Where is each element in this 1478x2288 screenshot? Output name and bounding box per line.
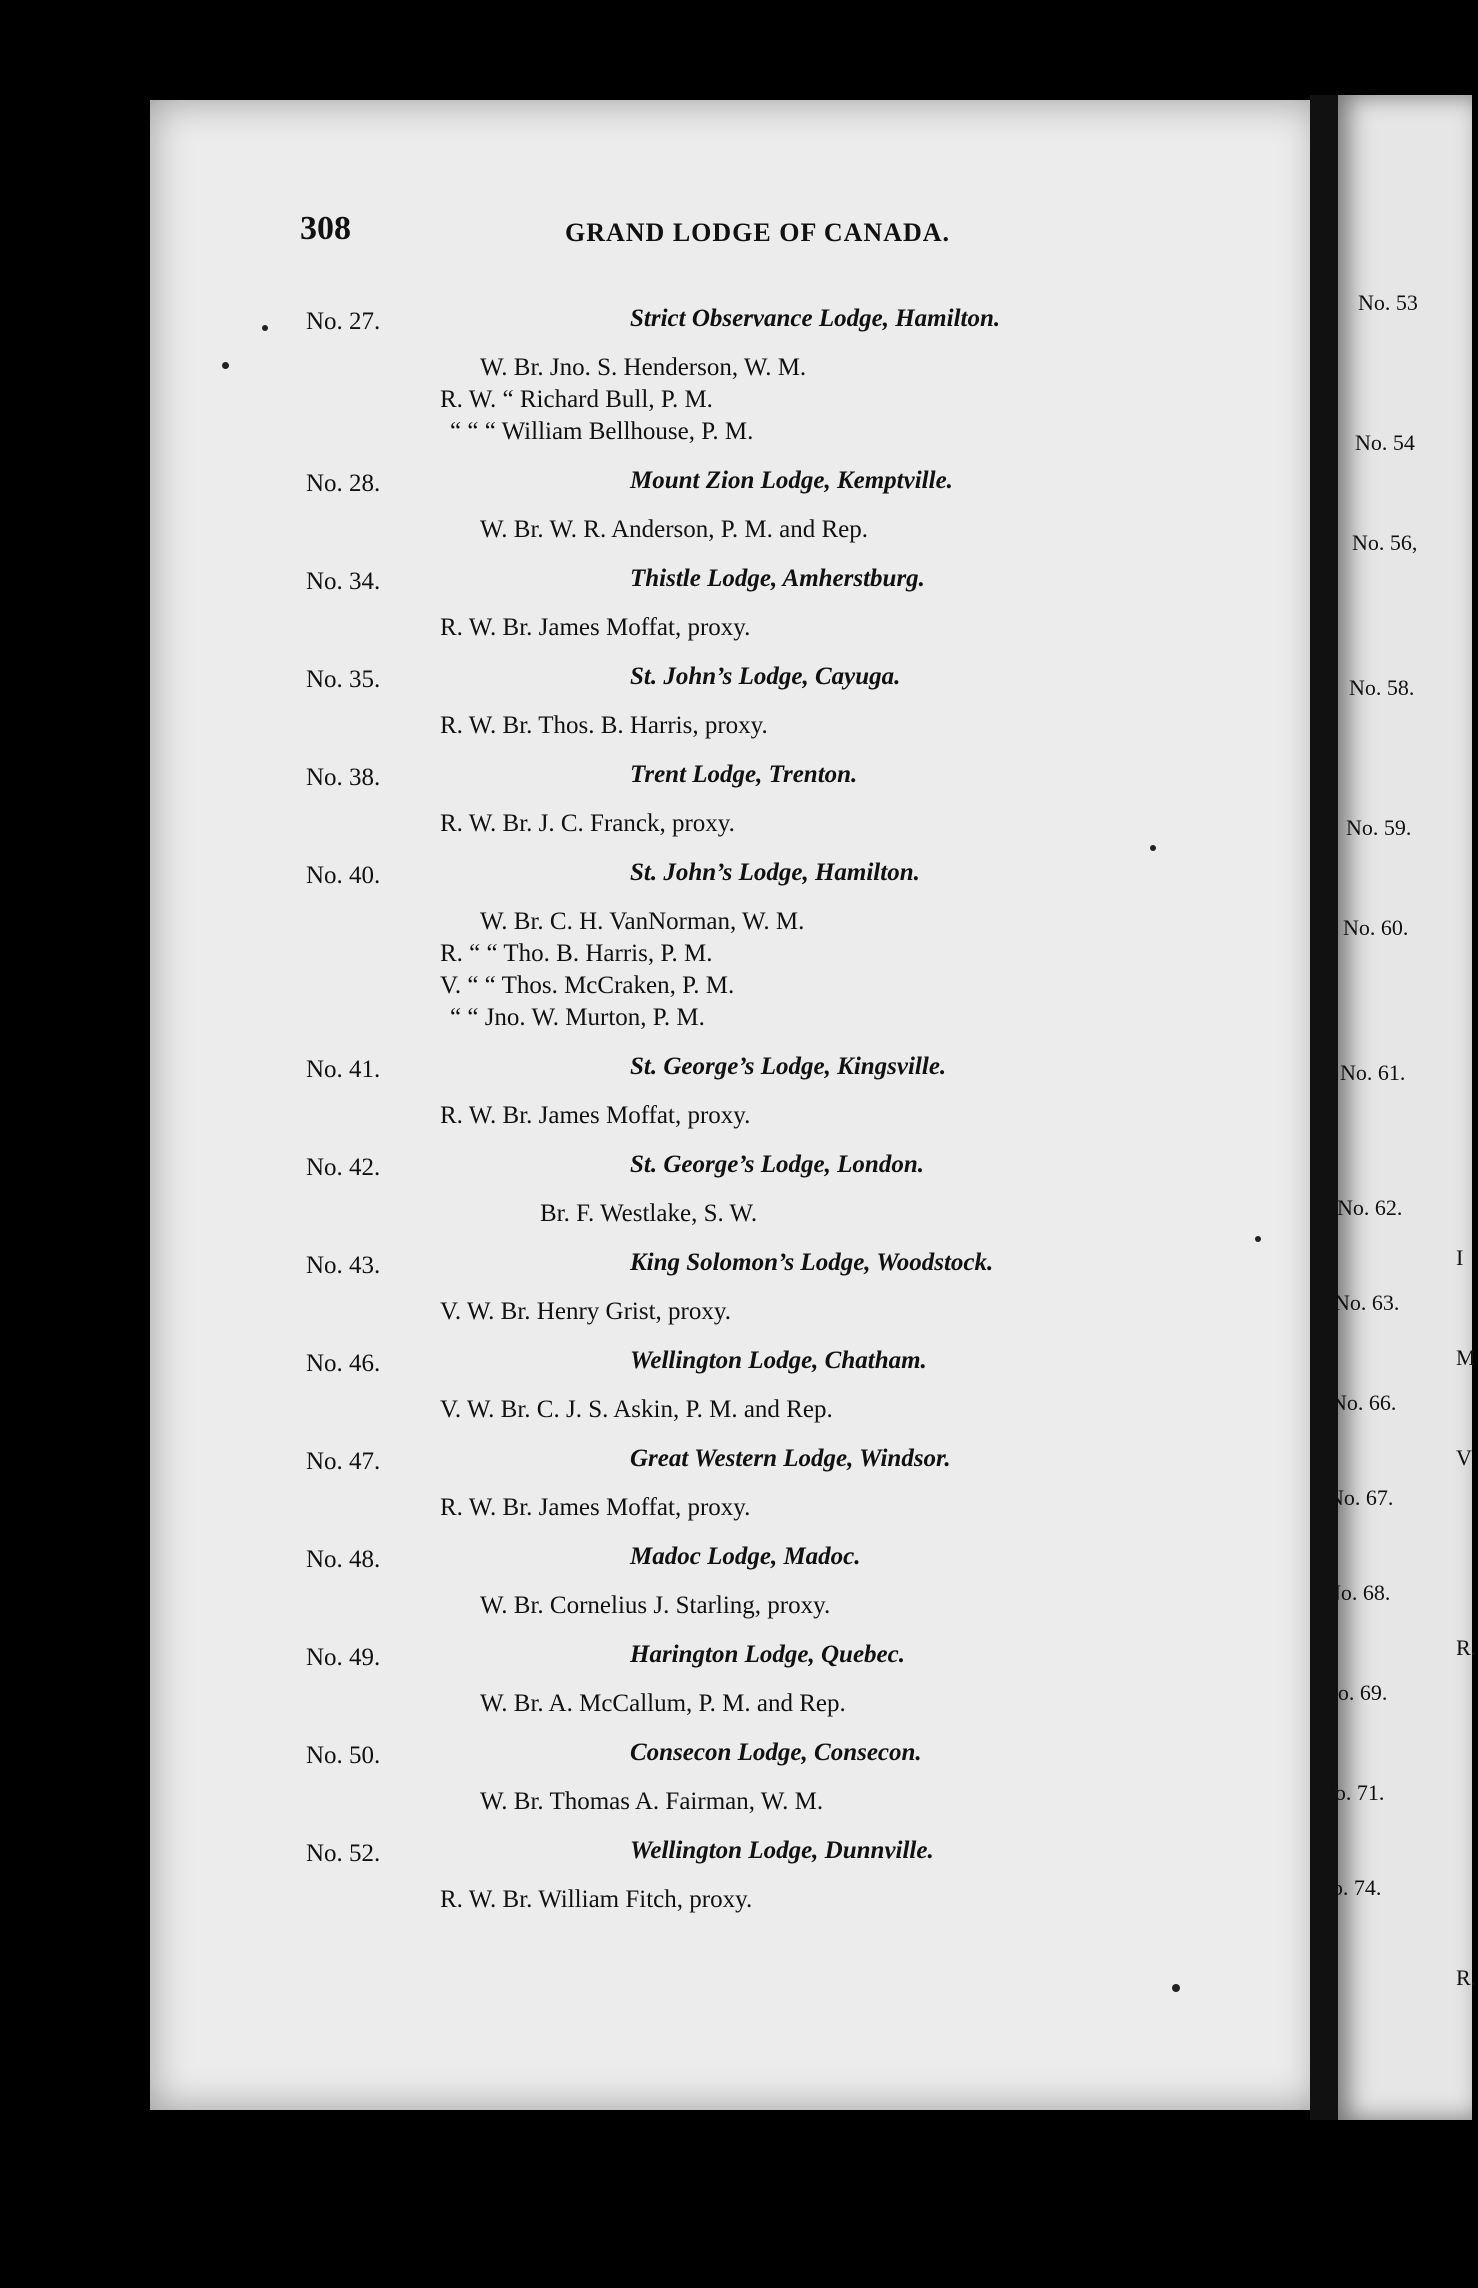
lodge-heading [300,560,1160,610]
representative-text: “ “ “ William Bellhouse, P. M. [450,418,754,445]
lodge-heading [300,462,1160,512]
page-number: 308 [300,210,351,247]
representative-text: W. Br. A. McCallum, P. M. and Rep. [480,1690,846,1717]
lodge-number: No. 35. [306,666,381,693]
lodge-number: No. 28. [306,470,381,497]
print-speck [1150,845,1156,851]
print-speck [1172,1984,1180,1992]
representative-text: V. W. Br. Henry Grist, proxy. [440,1298,731,1325]
representative-text: R. W. Br. William Fitch, proxy. [440,1886,753,1913]
lodge-name: Harington Lodge, Quebec. [630,1641,905,1668]
facing-page-lodge-number: No. 58. [1349,675,1415,700]
facing-page-lodge-number: No. 74. [1316,1875,1382,1900]
representative-text: R. W. Br. James Moffat, proxy. [440,1102,751,1129]
lodge-number: No. 49. [306,1644,381,1671]
lodge-name: Trent Lodge, Trenton. [630,761,858,788]
print-speck [1255,1236,1261,1242]
lodge-heading [300,1734,1160,1784]
representative-line [300,1294,1160,1342]
lodge-heading [300,1342,1160,1392]
facing-page-lodge-number: No. 59. [1346,815,1412,840]
facing-page-lodge-number: No. 68. [1325,1580,1391,1605]
representative-line [300,1588,1160,1636]
lodge-name: St. George’s Lodge, Kingsville. [630,1053,947,1080]
representative-text: W. Br. W. R. Anderson, P. M. and Rep. [480,516,869,543]
representative-line [300,1392,1160,1440]
page-header [300,210,1200,270]
representative-line [300,936,1160,968]
representative-line [300,1882,1160,1930]
representative-text: R. W. Br. Thos. B. Harris, proxy. [440,712,768,739]
representative-line [300,1000,1160,1048]
representative-line [300,414,1160,462]
representative-text: R. W. “ Richard Bull, P. M. [440,386,713,413]
representative-text: R. W. Br. J. C. Franck, proxy. [440,810,735,837]
lodge-number: No. 48. [306,1546,381,1573]
lodge-number: No. 41. [306,1056,381,1083]
lodge-heading [300,1048,1160,1098]
representative-line [300,610,1160,658]
lodge-number: No. 52. [306,1840,381,1867]
representative-text: R. W. Br. James Moffat, proxy. [440,614,751,641]
lodge-name: Strict Observance Lodge, Hamilton. [630,305,1001,332]
lodge-name: Mount Zion Lodge, Kemptville. [630,467,953,494]
representative-text: V. W. Br. C. J. S. Askin, P. M. and Rep. [440,1396,833,1423]
representative-line [300,708,1160,756]
facing-page-fragment: R. [1456,1635,1477,1660]
lodge-heading [300,1440,1160,1490]
running-head: GRAND LODGE OF CANADA. [565,218,951,247]
representative-line [300,1784,1160,1832]
lodge-number: No. 38. [306,764,381,791]
representative-text: W. Br. C. H. VanNorman, W. M. [480,908,805,935]
representative-line [300,1490,1160,1538]
lodge-number: No. 42. [306,1154,381,1181]
facing-page-lodge-number: No. 60. [1343,915,1409,940]
lodge-name: Madoc Lodge, Madoc. [630,1543,861,1570]
lodge-heading [300,1146,1160,1196]
facing-page-lodge-number: No. 63. [1334,1290,1400,1315]
facing-page-fragment: V [1456,1445,1472,1470]
lodge-heading [300,756,1160,806]
representative-text: W. Br. Cornelius J. Starling, proxy. [480,1592,831,1619]
lodge-name: St. John’s Lodge, Hamilton. [630,859,920,886]
facing-page-edge [1338,95,1472,2120]
lodge-number: No. 27. [306,308,381,335]
facing-page-lodge-number: No. 67. [1328,1485,1394,1510]
lodge-number: No. 46. [306,1350,381,1377]
facing-page-lodge-number: No. 61. [1340,1060,1406,1085]
representative-text: V. “ “ Thos. McCraken, P. M. [440,972,735,999]
facing-page-lodge-number: No. 71. [1319,1780,1385,1805]
facing-page-fragment: R. [1456,1965,1477,1990]
lodge-heading [300,854,1160,904]
representative-line [300,512,1160,560]
lodge-name: Thistle Lodge, Amherstburg. [630,565,925,592]
representative-text: W. Br. Thomas A. Fairman, W. M. [480,1788,824,1815]
representative-text: “ “ Jno. W. Murton, P. M. [450,1004,705,1031]
lodge-name: Wellington Lodge, Chatham. [630,1347,927,1374]
lodge-heading [300,658,1160,708]
lodge-number: No. 34. [306,568,381,595]
facing-page-lodge-number: No. 62. [1337,1195,1403,1220]
lodge-name: Wellington Lodge, Dunnville. [630,1837,934,1864]
lodge-name: St. John’s Lodge, Cayuga. [630,663,901,690]
facing-page-lodge-number: No. 69. [1322,1680,1388,1705]
representative-line [300,806,1160,854]
representative-text: W. Br. Jno. S. Henderson, W. M. [480,354,807,381]
lodge-name: St. George’s Lodge, London. [630,1151,924,1178]
representative-line [300,904,1160,936]
facing-page-lodge-number: No. 54 [1355,430,1415,455]
representative-line [300,1686,1160,1734]
representative-line [300,382,1160,414]
lodge-heading [300,300,1160,350]
lodge-number: No. 47. [306,1448,381,1475]
lodge-number: No. 40. [306,862,381,889]
lodge-name: Great Western Lodge, Windsor. [630,1445,951,1472]
representative-text: Br. F. Westlake, S. W. [540,1200,758,1227]
lodge-heading [300,1538,1160,1588]
facing-page-lodge-number: No. 56, [1352,530,1418,555]
representative-line [300,1196,1160,1244]
representative-line [300,1098,1160,1146]
lodge-list [300,300,1160,1930]
facing-page-fragment: I [1456,1245,1464,1270]
print-speck [262,325,268,331]
page-gutter [1310,95,1340,2120]
lodge-name: Consecon Lodge, Consecon. [630,1739,922,1766]
lodge-heading [300,1832,1160,1882]
facing-page-lodge-number: No. 53 [1358,290,1418,315]
lodge-name: King Solomon’s Lodge, Woodstock. [630,1249,994,1276]
lodge-number: No. 50. [306,1742,381,1769]
facing-page-fragment: M [1456,1345,1476,1370]
lodge-number: No. 43. [306,1252,381,1279]
lodge-heading [300,1244,1160,1294]
representative-text: R. “ “ Tho. B. Harris, P. M. [440,940,713,967]
facing-page-lodge-number: No. 66. [1331,1390,1397,1415]
print-speck [222,362,229,369]
representative-line [300,968,1160,1000]
representative-line [300,350,1160,382]
lodge-heading [300,1636,1160,1686]
representative-text: R. W. Br. James Moffat, proxy. [440,1494,751,1521]
